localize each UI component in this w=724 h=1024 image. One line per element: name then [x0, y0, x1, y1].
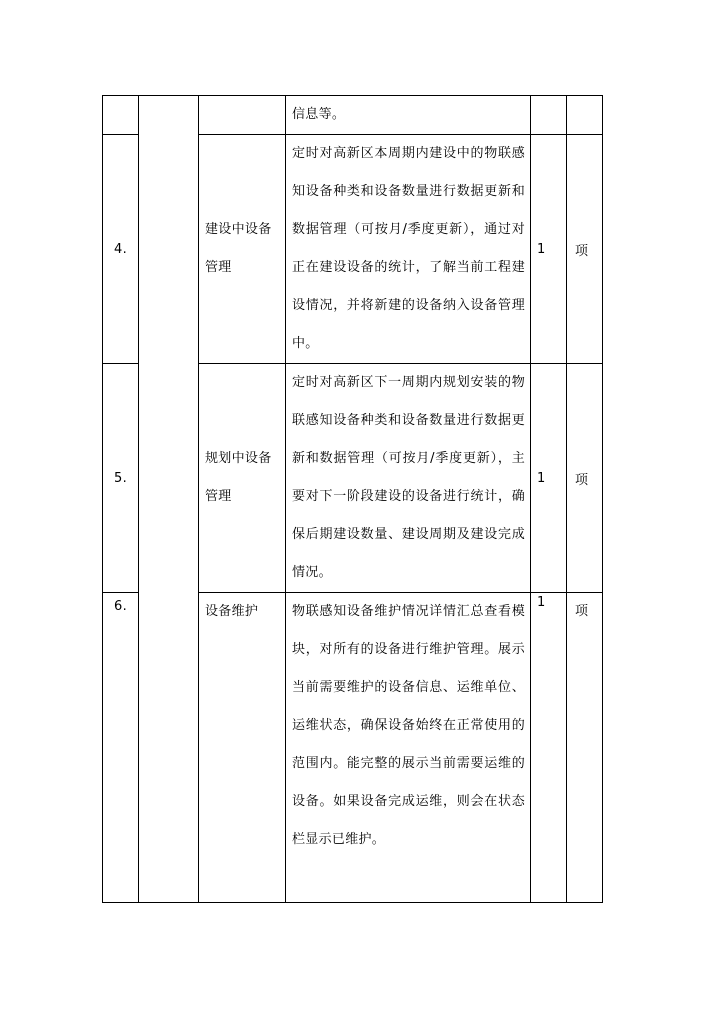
merged-category-cell [139, 96, 199, 903]
item-quantity: 1 [531, 364, 567, 593]
row-index: 6. [103, 593, 139, 903]
item-description: 信息等。 [286, 96, 531, 135]
item-description: 物联感知设备维护情况详情汇总查看模块，对所有的设备进行维护管理。展示当前需要维护的设备信息、运维单位、运维状态，确保设备始终在正常使用的范围内。能完整的展示当前需要运维的设备。如果设备完成运维，则会在状态栏显示已维护。 [286, 593, 531, 903]
item-name: 设备维护 [199, 593, 286, 903]
item-description: 定时对高新区下一周期内规划安装的物联感知设备种类和设备数量进行数据更新和数据管理（可按月/季度更新），主要对下一阶段建设的设备进行统计，确保后期建设数量、建设周期及建设完成情况。 [286, 364, 531, 593]
item-quantity: 1 [531, 135, 567, 364]
table-row [103, 96, 603, 135]
item-name [199, 96, 286, 135]
row-index: 4. [103, 135, 139, 364]
item-name: 规划中设备管理 [199, 364, 286, 593]
specification-table [102, 95, 603, 903]
item-description: 定时对高新区本周期内建设中的物联感知设备种类和设备数量进行数据更新和数据管理（可按月/季度更新），通过对正在建设设备的统计，了解当前工程建设情况，并将新建的设备纳入设备管理中。 [286, 135, 531, 364]
item-name: 建设中设备管理 [199, 135, 286, 364]
item-unit: 项 [567, 364, 603, 593]
item-quantity [531, 96, 567, 135]
row-index: 5. [103, 364, 139, 593]
item-unit: 项 [567, 593, 603, 903]
item-quantity: 1 [531, 593, 567, 903]
row-index [103, 96, 139, 135]
item-unit: 项 [567, 135, 603, 364]
item-unit [567, 96, 603, 135]
